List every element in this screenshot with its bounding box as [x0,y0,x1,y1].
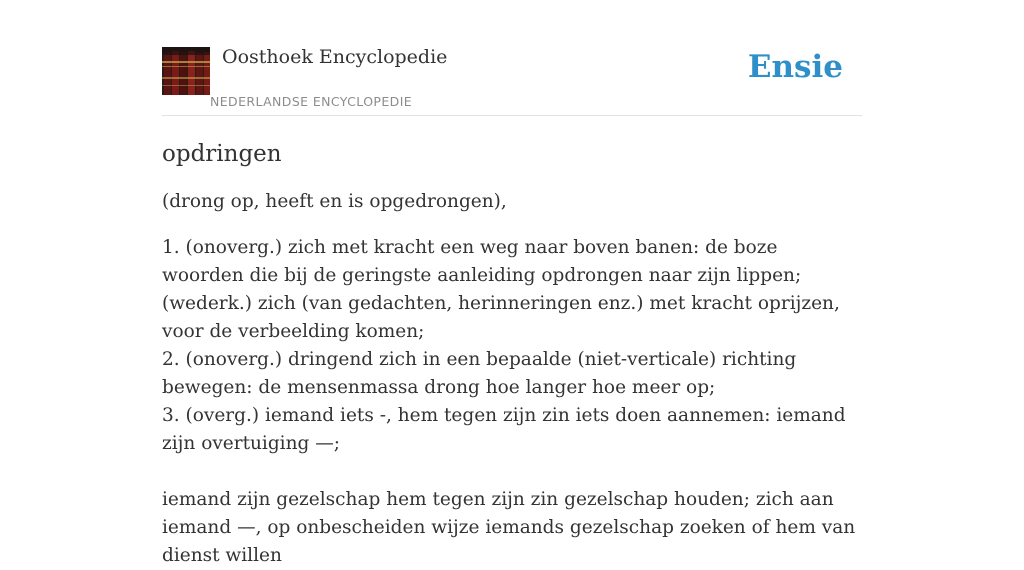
site-name-link[interactable]: Oosthoek Encyclopedie [222,46,448,68]
definition-continuation: iemand zijn gezelschap hem tegen zijn zin gezelschap houden; zich aan iemand —, op onbescheiden wijze iemands gezelschap zoeken of hem van dienst willen [162,489,856,566]
paragraph-spacer [162,458,862,486]
site-subtitle: NEDERLANDSE ENCYCLOPEDIE [210,94,413,109]
entry-grammar: (drong op, heeft en is opgedrongen), [162,191,507,212]
definition-item: 2. (onoverg.) dringend zich in een bepaalde (niet-verticale) richting bewegen: de mensenmassa drong hoe langer hoe meer op; [162,349,797,398]
definition-list [162,234,862,570]
definition-item: 1. (onoverg.) zich met kracht een weg naar boven banen: de boze woorden die bij de geringste aanleiding opdrongen naar zijn lippen; (wederk.) zich (van gedachten, herinneringen enz.) met kracht oprijzen, voor de verbeelding komen; [162,237,840,342]
definition-item: 3. (overg.) iemand iets -, hem tegen zijn zin iets doen aannemen: iemand zijn overtuiging —; [162,405,846,454]
entry-title: opdringen [162,141,282,167]
book-spines-image [162,47,210,95]
site-header [162,40,862,116]
entry-content [162,136,862,570]
ensie-logo-link[interactable]: Ensie [747,49,843,85]
book-spines-icon[interactable] [162,47,210,95]
